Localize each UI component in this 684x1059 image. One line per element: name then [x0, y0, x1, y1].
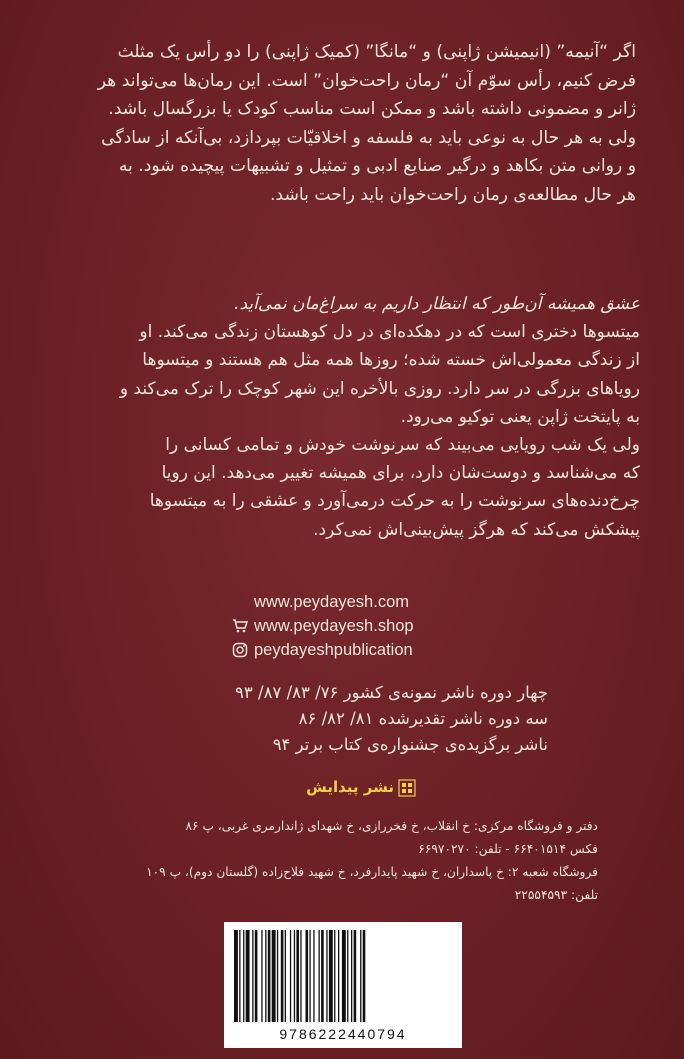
address-block — [0, 815, 598, 907]
publisher-logo — [306, 778, 416, 796]
barcode-bar — [265, 930, 266, 1022]
barcode — [224, 922, 462, 1048]
barcode-bar — [281, 930, 284, 1022]
publisher-emblem-icon — [400, 779, 416, 795]
barcode-bar — [347, 930, 348, 1022]
blurb-line: به پایتخت ژاپن یعنی توکیو می‌رود. — [400, 406, 640, 427]
blurb-line: که می‌شناسد و دوست‌شان دارد، برای همیشه تغییر می‌دهد. این رویا — [161, 463, 640, 484]
central-address: دفتر و فروشگاه مرکزی: خ انقلاب، خ فخررازی، خ شهدای ژاندارمری غربی، پ ۸۶ — [185, 819, 598, 833]
barcode-bar — [277, 930, 278, 1022]
website-row — [232, 590, 414, 614]
blurb-line: چرخ‌دنده‌های سرنوشت را به حرکت درمی‌آورد و عشقی را به میتسوها — [149, 491, 640, 512]
barcode-bar — [252, 930, 253, 1022]
blurb-line: فرض کنیم، رأس سوّم آن “رمان راحت‌خوان” است. این رمان‌ها می‌تواند هر — [97, 70, 636, 91]
barcode-bar — [285, 930, 286, 1022]
barcode-bar — [351, 930, 352, 1022]
web-icon-placeholder — [232, 594, 248, 610]
barcode-bar — [300, 930, 301, 1022]
barcode-bar — [342, 930, 346, 1022]
barcode-bar — [313, 930, 314, 1022]
barcode-bar — [261, 930, 262, 1022]
barcode-bar — [338, 930, 339, 1022]
barcode-bar — [246, 930, 250, 1022]
blurb-line: رویاهای بزرگی در سر دارد. روزی بالأخره این شهر کوچک را ترک می‌کند و — [119, 378, 640, 399]
barcode-digits: 9786222440794 — [279, 1026, 407, 1042]
award-line: ناشر برگزیده‌ی جشنواره‌ی کتاب برتر ۹۴ — [272, 735, 548, 754]
publisher-links — [232, 590, 414, 662]
barcode-bar — [363, 930, 366, 1022]
barcode-bar — [326, 930, 327, 1022]
shop-link[interactable]: www.peydayesh.shop — [254, 616, 414, 635]
blurb-line: از زندگی معمولی‌اش خسته شده؛ روزها همه مثل هم هستند و میتسوها — [142, 350, 640, 371]
award-line: سه دوره ناشر تقدیرشده ۸۱/ ۸۲/ ۸۶ — [298, 709, 548, 728]
barcode-bar — [306, 930, 309, 1022]
barcode-bar — [268, 930, 271, 1022]
blurb-bottom — [80, 290, 640, 544]
barcode-bar — [234, 930, 238, 1022]
website-link[interactable]: www.peydayesh.com — [254, 592, 409, 611]
blurb-line: هر حال مطالعه‌ی رمان راحت‌خوان باید راحت باشد. — [269, 184, 636, 205]
barcode-bar — [329, 930, 333, 1022]
blurb-line: ژانر و مضمونی داشته باشد و ممکن است مناسب کودک یا بزرگسال باشد. — [108, 99, 636, 120]
barcode-bar — [321, 930, 324, 1022]
blurb-line: و روانی متن بکاهد و درگیر صنایع ادبی و تمثیل و تشبیهات پیچیده شود. به — [118, 156, 636, 177]
instagram-row — [232, 638, 414, 662]
barcode-bar — [239, 930, 240, 1022]
barcode-bars — [224, 926, 462, 1030]
blurb-line: میتسوها دختری است که در دهکده‌ای در دل کوهستان زندگی می‌کند. او — [139, 322, 640, 343]
cart-icon — [232, 618, 248, 634]
blurb-line: ولی یک شب رویایی می‌بیند که سرنوشت خودش و تمامی کسانی را — [165, 435, 640, 456]
blurb-line: پیشکش می‌کند که هرگز پیش‌بینی‌اش نمی‌کرد. — [313, 519, 640, 540]
awards — [235, 680, 548, 758]
quote: عشق همیشه آن‌طور که انتظار داریم به سراغ‌مان نمی‌آید. — [234, 294, 640, 314]
shop-row — [232, 614, 414, 638]
barcode-bar — [294, 930, 295, 1022]
branch-phone: تلفن: ۲۲۵۵۴۵۹۳ — [514, 888, 598, 902]
barcode-bar — [272, 930, 276, 1022]
central-phone: فکس ۶۶۴۰۱۵۱۴ - تلفن: ۶۶۹۷۰۲۷۰ — [418, 842, 598, 856]
barcode-bar — [319, 930, 320, 1022]
blurb-line: ولی به هر حال به نوعی باید به فلسفه و اخلاقیّات بپردازد، بی‌آنکه از سادگی — [101, 127, 636, 148]
barcode-bar — [243, 930, 244, 1022]
barcode-bar — [296, 930, 299, 1022]
barcode-bar — [360, 930, 361, 1022]
barcode-bar — [290, 930, 291, 1022]
barcode-bar — [255, 930, 258, 1022]
publisher-name: نشر پیدایش — [306, 778, 394, 796]
branch-address: فروشگاه شعبه ۲: خ پاسداران، خ شهید پایدارفرد، خ شهید فلاح‌زاده (گلستان دوم)، پ ۱۰۹ — [146, 865, 598, 879]
instagram-icon — [232, 642, 248, 658]
instagram-link[interactable]: peydayeshpublication — [254, 640, 413, 659]
barcode-bar — [354, 930, 357, 1022]
blurb-top — [60, 38, 636, 210]
barcode-bar — [309, 930, 310, 1022]
award-line: چهار دوره ناشر نمونه‌ی کشور ۷۶/ ۸۳/ ۸۷/ ۹۳ — [235, 683, 548, 702]
barcode-bar — [334, 930, 335, 1022]
blurb-line: اگر “آنیمه” (انیمیشن ژاپنی) و “مانگا” (کمیک ژاپنی) را دو رأس یک مثلث — [117, 42, 636, 62]
